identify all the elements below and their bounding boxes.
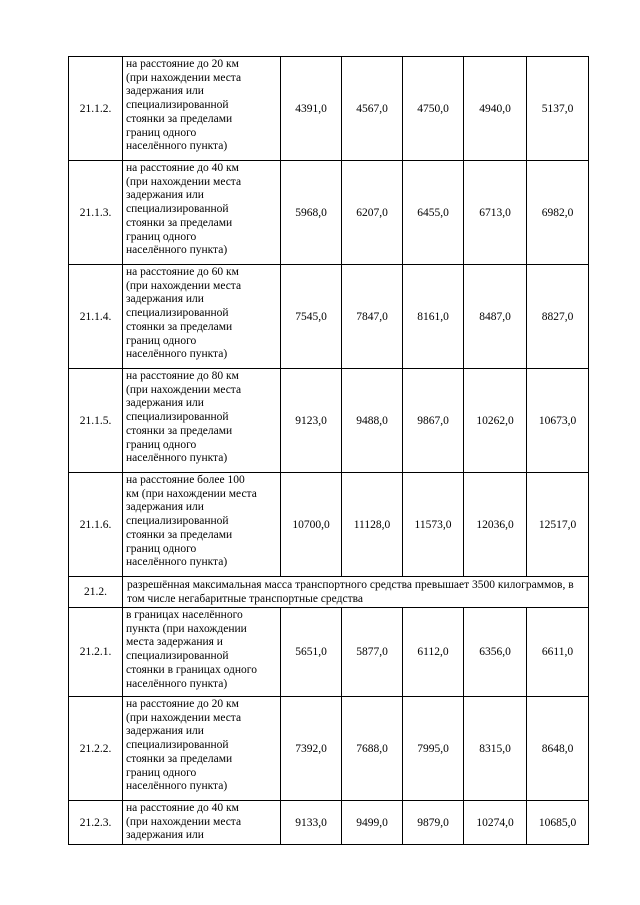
item-number: 21.1.2. (69, 57, 123, 161)
value-cell: 7688,0 (342, 697, 403, 801)
value-cell: 6713,0 (464, 161, 527, 265)
value-cell: 7847,0 (342, 265, 403, 369)
value-cell: 10685,0 (527, 801, 589, 845)
value-cell: 4567,0 (342, 57, 403, 161)
table-row (69, 369, 589, 473)
value-cell: 9867,0 (403, 369, 464, 473)
section-row (69, 577, 589, 608)
value-cell: 7545,0 (281, 265, 342, 369)
value-cell: 6112,0 (403, 608, 464, 697)
value-cell: 7995,0 (403, 697, 464, 801)
item-description: на расстояние до 20 км (при нахождении места задержания или специализированной стоянки за пределами границ одного населённого пункта) (123, 697, 281, 801)
item-description: на расстояние до 80 км (при нахождении места задержания или специализированной стоянки за пределами границ одного населённого пункта) (123, 369, 281, 473)
value-cell: 5651,0 (281, 608, 342, 697)
value-cell: 4940,0 (464, 57, 527, 161)
value-cell: 6611,0 (527, 608, 589, 697)
item-number: 21.1.5. (69, 369, 123, 473)
value-cell: 6982,0 (527, 161, 589, 265)
value-cell: 5877,0 (342, 608, 403, 697)
value-cell: 12036,0 (464, 473, 527, 577)
table-row (69, 608, 589, 697)
value-cell: 12517,0 (527, 473, 589, 577)
table-row (69, 473, 589, 577)
value-cell: 9488,0 (342, 369, 403, 473)
section-number: 21.2. (69, 577, 123, 608)
value-cell: 8161,0 (403, 265, 464, 369)
item-number: 21.2.2. (69, 697, 123, 801)
item-number: 21.2.1. (69, 608, 123, 697)
value-cell: 7392,0 (281, 697, 342, 801)
value-cell: 8315,0 (464, 697, 527, 801)
value-cell: 10700,0 (281, 473, 342, 577)
item-description: на расстояние до 60 км (при нахождении места задержания или специализированной стоянки за пределами границ одного населённого пункта) (123, 265, 281, 369)
value-cell: 5137,0 (527, 57, 589, 161)
value-cell: 9879,0 (403, 801, 464, 845)
item-description: в границах населённого пункта (при нахождении места задержания и специализированной стоянки в границах одного населённого пункта) (123, 608, 281, 697)
value-cell: 11128,0 (342, 473, 403, 577)
value-cell: 6455,0 (403, 161, 464, 265)
table-row (69, 161, 589, 265)
value-cell: 10274,0 (464, 801, 527, 845)
value-cell: 8487,0 (464, 265, 527, 369)
value-cell: 8827,0 (527, 265, 589, 369)
item-number: 21.1.4. (69, 265, 123, 369)
item-number: 21.1.3. (69, 161, 123, 265)
item-description: на расстояние до 40 км (при нахождении места задержания или (123, 801, 281, 845)
tariff-table (68, 56, 589, 845)
value-cell: 4750,0 (403, 57, 464, 161)
value-cell: 8648,0 (527, 697, 589, 801)
value-cell: 6356,0 (464, 608, 527, 697)
item-description: на расстояние более 100 км (при нахождении места задержания или специализированной стоянки за пределами границ одного населённого пункта) (123, 473, 281, 577)
item-number: 21.1.6. (69, 473, 123, 577)
value-cell: 10673,0 (527, 369, 589, 473)
item-number: 21.2.3. (69, 801, 123, 845)
table-row (69, 265, 589, 369)
value-cell: 11573,0 (403, 473, 464, 577)
item-description: на расстояние до 20 км (при нахождении места задержания или специализированной стоянки за пределами границ одного населённого пункта) (123, 57, 281, 161)
value-cell: 9499,0 (342, 801, 403, 845)
table-row (69, 697, 589, 801)
value-cell: 9133,0 (281, 801, 342, 845)
value-cell: 6207,0 (342, 161, 403, 265)
section-description: разрешённая максимальная масса транспортного средства превышает 3500 килограммов, в том числе негабаритные транспортные средства (123, 577, 589, 608)
item-description: на расстояние до 40 км (при нахождении места задержания или специализированной стоянки за пределами границ одного населённого пункта) (123, 161, 281, 265)
value-cell: 10262,0 (464, 369, 527, 473)
value-cell: 9123,0 (281, 369, 342, 473)
table-row (69, 801, 589, 845)
value-cell: 4391,0 (281, 57, 342, 161)
table-row (69, 57, 589, 161)
value-cell: 5968,0 (281, 161, 342, 265)
document-page (68, 56, 588, 845)
